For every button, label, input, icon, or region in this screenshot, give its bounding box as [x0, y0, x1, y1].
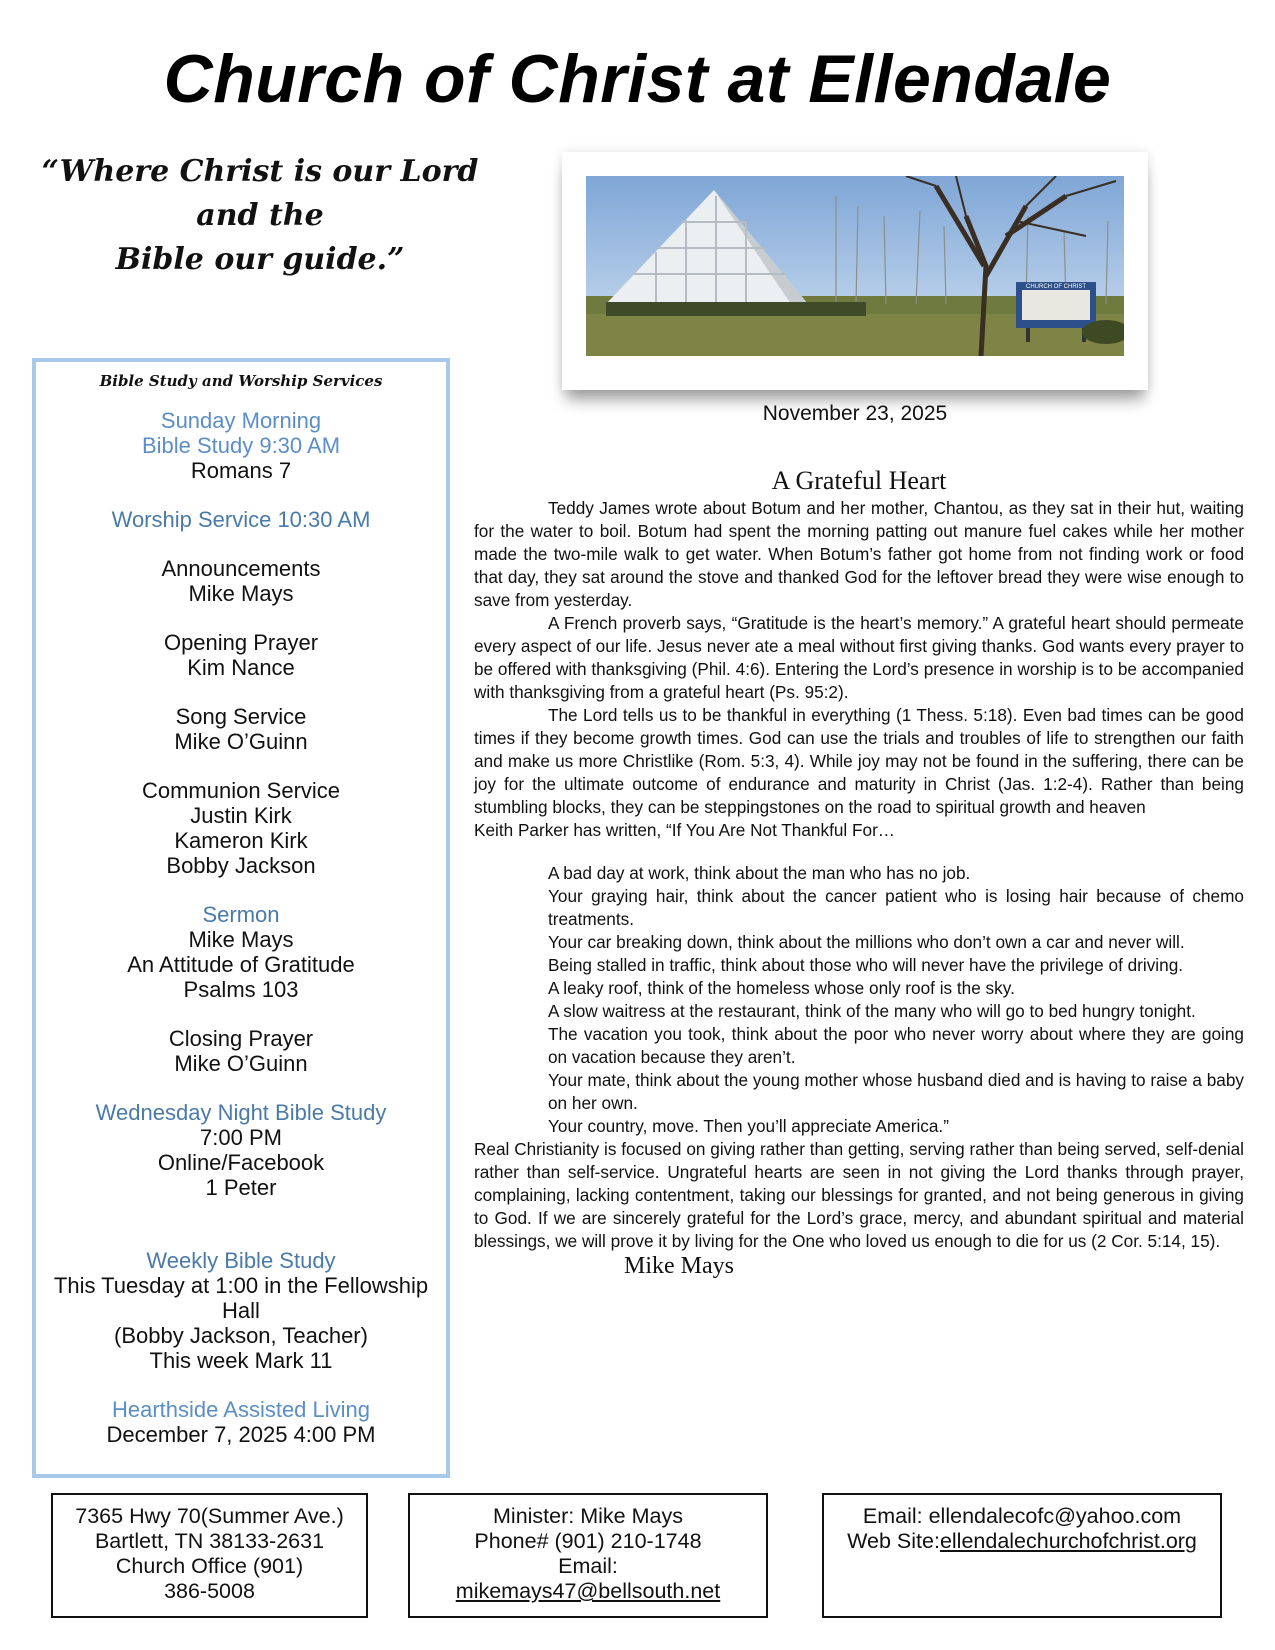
list-item: Your graying hair, think about the cancer patient who is losing hair because of chemo treatments.: [548, 886, 1244, 929]
closing-prayer-label: Closing Prayer: [168, 1026, 314, 1051]
opening-prayer-name: Kim Nance: [187, 655, 295, 680]
sunday-time: Bible Study 9:30 AM: [141, 433, 341, 458]
opening-prayer-label: Opening Prayer: [163, 630, 319, 655]
list-item: A leaky roof, think of the homeless whose only roof is the sky.: [548, 978, 1015, 998]
hearthside-date: December 7, 2025 4:00 PM: [106, 1422, 376, 1447]
page-title: Church of Christ at Ellendale: [163, 41, 1112, 117]
article-paragraph: The Lord tells us to be thankful in everything (1 Thess. 5:18). Even bad times can be good times if they become growth times. God can use the trials and troubles of life to strengthen our faith and make us more Christlike (Rom. 5:3, 4). While joy may not be found in the suffering, there can be joy for the ultimate outcome of endurance and maturity in Christ (Jas. 1:2-4). Rather than being stumbling blocks, they can be steppingstones on the road to spiritual growth and heaven: [474, 705, 1244, 817]
website-label: Web Site:: [847, 1529, 940, 1553]
list-item: A slow waitress at the restaurant, think of the many who will go to bed hungry tonight.: [548, 1001, 1196, 1021]
website-link[interactable]: ellendalechurchofchrist.org: [939, 1529, 1197, 1553]
weekly-study-when: This Tuesday at 1:00 in the Fellowship: [53, 1273, 429, 1298]
wednesday-location: Online/Facebook: [157, 1150, 325, 1175]
list-item: The vacation you took, think about the poor who never worry about where they are going on vacation because they aren’t.: [548, 1024, 1244, 1067]
address-line: 7365 Hwy 70(Summer Ave.): [75, 1504, 344, 1528]
services-box: [32, 358, 450, 1478]
minister-email-link[interactable]: mikemays47@bellsouth.net: [455, 1579, 721, 1603]
tagline: [40, 150, 480, 282]
minister-box: [408, 1493, 768, 1618]
wednesday-time: 7:00 PM: [200, 1125, 282, 1150]
address-line: Bartlett, TN 38133-2631: [94, 1529, 325, 1553]
song-service-name: Mike O’Guinn: [174, 729, 308, 754]
article-body: [474, 497, 1244, 1278]
sermon-text: Psalms 103: [183, 977, 299, 1002]
list-item: A bad day at work, think about the man who has no job.: [548, 863, 971, 883]
weekly-study-teacher: (Bobby Jackson, Teacher): [114, 1323, 368, 1348]
article-paragraph: Keith Parker has written, “If You Are Not Thankful For…: [474, 820, 895, 840]
sermon-title: An Attitude of Gratitude: [127, 952, 355, 977]
sunday-heading: Sunday Morning: [160, 408, 322, 433]
minister-name: Minister: Mike Mays: [493, 1504, 683, 1528]
church-building-image: [586, 176, 1124, 356]
article-closing-paragraph: Real Christianity is focused on giving rather than getting, serving rather than being served, self-denial rather than self-service. Ungrateful hearts are seen in not giving the Lord thanks through prayer, complaining, lacking contentment, taking our blessings for granted, and not being generous in giving to God. If we are sincerely grateful for the Lord’s grace, mercy, and abundant spiritual and material blessings, we will prove it by living for the One who loved us enough to die for us (2 Cor. 5:14, 15).: [474, 1139, 1244, 1251]
services-heading: Bible Study and Worship Services: [99, 372, 383, 390]
song-service-label: Song Service: [175, 704, 307, 729]
sign-text: CHURCH OF CHRIST: [1026, 284, 1086, 290]
minister-phone: Phone# (901) 210-1748: [474, 1529, 702, 1553]
list-item: Your country, move. Then you’ll appreciate America.”: [548, 1116, 949, 1136]
article-title: A Grateful Heart: [771, 466, 947, 495]
communion-label: Communion Service: [141, 778, 341, 803]
wednesday-heading: Wednesday Night Bible Study: [95, 1100, 387, 1125]
closing-prayer-name: Mike O’Guinn: [174, 1051, 308, 1076]
church-email: Email: ellendalecofc@yahoo.com: [862, 1504, 1182, 1528]
article-paragraph: A French proverb says, “Gratitude is the heart’s memory.” A grateful heart should permeate every aspect of our life. Jesus never ate a meal without first giving thanks. God wants every prayer to be offered with thanksgiving (Phil. 4:6). Entering the Lord’s presence in worship is to be accompanied with thanksgiving from a grateful heart (Ps. 95:2).: [474, 613, 1244, 702]
weekly-study-text: This week Mark 11: [149, 1348, 333, 1373]
church-photo: [562, 152, 1148, 390]
thankful-list: [548, 862, 1244, 1138]
announcements-name: Mike Mays: [188, 581, 294, 606]
communion-name: Justin Kirk: [190, 803, 292, 828]
hearthside-heading: Hearthside Assisted Living: [111, 1397, 371, 1422]
worship-heading: Worship Service 10:30 AM: [111, 507, 371, 532]
contact-box: [822, 1493, 1222, 1618]
tagline-line: Bible our guide.”: [115, 242, 405, 277]
tagline-line: “Where Christ is our Lord and the: [41, 154, 479, 233]
sermon-speaker: Mike Mays: [188, 927, 294, 952]
sunday-text: Romans 7: [190, 458, 292, 483]
wednesday-text: 1 Peter: [205, 1175, 277, 1200]
announcements-label: Announcements: [161, 556, 321, 581]
bulletin-date: November 23, 2025: [762, 402, 948, 425]
list-item: Your car breaking down, think about the millions who don’t own a car and never will.: [548, 932, 1185, 952]
office-phone-line: Church Office (901): [115, 1554, 304, 1578]
communion-name: Kameron Kirk: [174, 828, 308, 853]
weekly-study-heading: Weekly Bible Study: [146, 1248, 336, 1273]
office-phone-line: 386-5008: [164, 1579, 255, 1603]
article-signature: Mike Mays: [624, 1253, 734, 1279]
communion-name: Bobby Jackson: [166, 853, 316, 878]
minister-email-label: Email:: [558, 1554, 618, 1578]
weekly-study-where: Hall: [222, 1298, 260, 1323]
article-paragraph: Teddy James wrote about Botum and her mother, Chantou, as they sat in their hut, waiting for the water to boil. Botum had spent the morning patting out manure fuel cakes while her mother made the two-mile walk to get water. When Botum’s father got home from not finding work or food that day, they sat around the stove and thanked God for the leftover bread they were wise enough to save from yesterday.: [474, 498, 1244, 610]
list-item: Being stalled in traffic, think about those who will never have the privilege of driving.: [548, 955, 1184, 975]
list-item: Your mate, think about the young mother whose husband died and is having to raise a baby on her own.: [548, 1070, 1244, 1113]
sermon-heading: Sermon: [202, 902, 280, 927]
address-box: [51, 1493, 368, 1618]
website-line: [824, 1529, 1220, 1554]
